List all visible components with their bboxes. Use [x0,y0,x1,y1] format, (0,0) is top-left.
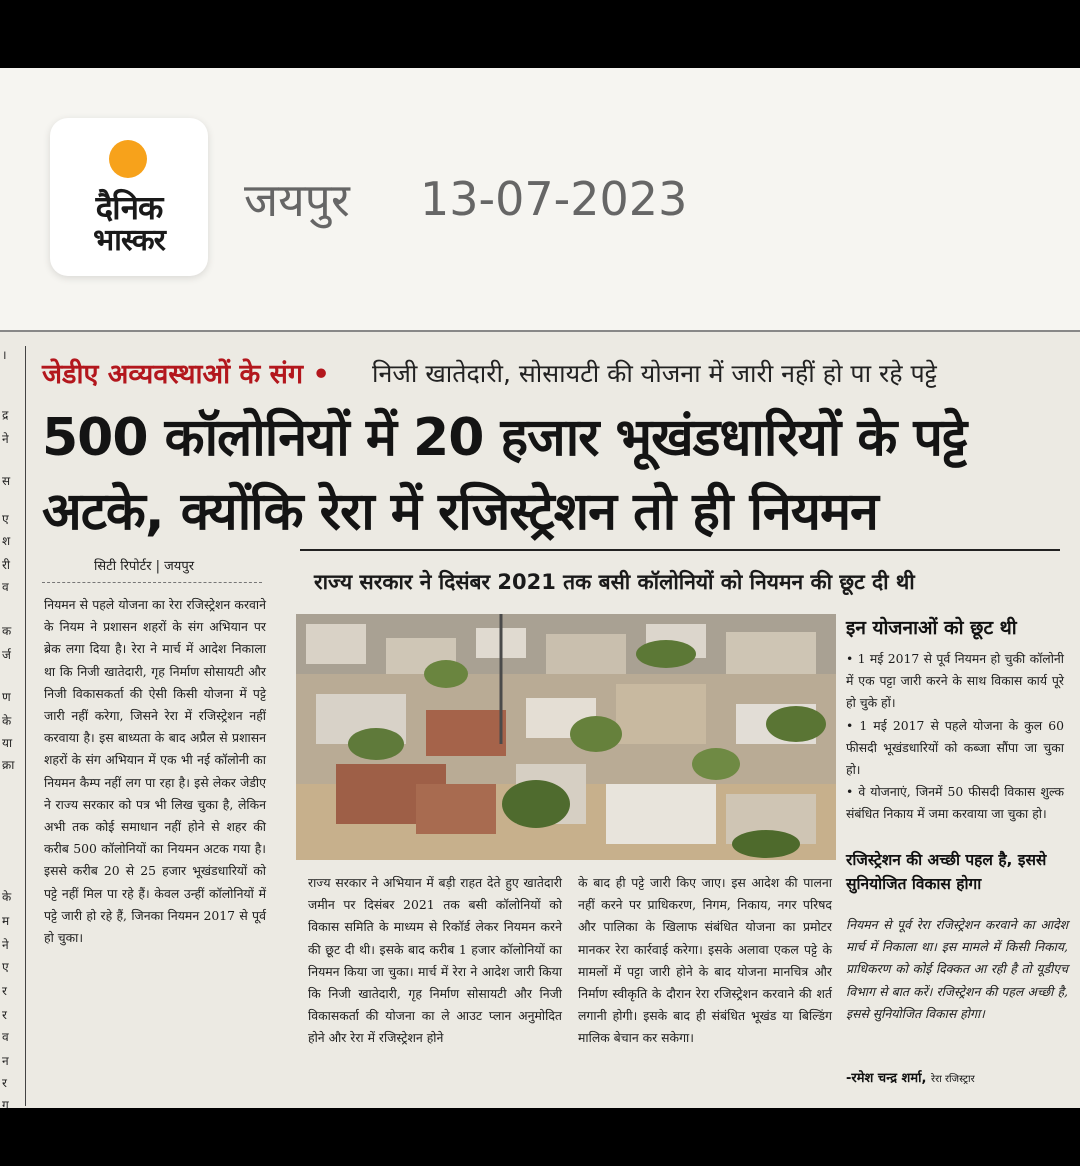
logo-text-line1: दैनिक [95,188,163,227]
middle-column-2-text: के बाद ही पट्टे जारी किए जाए। इस आदेश की पालना नहीं करने पर प्राधिकरण, निगम, निकाय, नगर परिषद और पालिका के खिलाफ संबंधित योजना का प्रमोटर मानकर रेरा कार्रवाई करेगा। इसके अलावा एकल पट्टे के मामलों में पट्टा जारी होने के बाद योजना मानचित्र और निर्माण स्वीकृति के दौरान रेरा रजिस्ट्रेशन करवाने की शर्त लगानी होगी। इसके बाद ही संबंधित भूखंड या बिल्डिंग मालिक बेचान कर सकेगा। [578,875,832,1046]
headline-line-2: अटके, क्योंकि रेरा में रजिस्ट्रेशन तो ही नियमन [42,482,878,542]
colony-aerial-photo [296,614,836,860]
author-title: रेरा रजिस्ट्रार [931,1074,975,1085]
sidebar-author [846,1068,975,1086]
article-kicker-subtitle: निजी खातेदारी, सोसायटी की योजना में जारी नहीं हो पा रहे पट्टे [372,359,937,388]
sidebar-title: इन योजनाओं को छूट थी [846,617,1017,639]
sidebar-list [846,648,1064,826]
photo-subheading: राज्य सरकार ने दिसंबर 2021 तक बसी कॉलोनियों को नियमन की छूट दी थी [314,570,915,594]
article-kicker: जेडीए अव्यवस्थाओं के संग • [42,359,330,390]
adjacent-column-edge: । द्र ने स ए श री व क र्ज ण के या क्रा के म ने ए र र व न र ग [0,346,26,1106]
logo-text-line2: भास्कर [93,223,165,258]
sidebar-item: • वे योजनाएं, जिनमें 50 फीसदी विकास शुल्क संबंधित निकाय में जमा करवाया जा चुका हो। [846,784,1064,822]
middle-column-1-text: राज्य सरकार ने अभियान में बड़ी राहत देते हुए खातेदारी जमीन पर दिसंबर 2021 तक बसी कॉलोनियों को विकास समिति के माध्यम से रिकॉर्ड लेकर नियमन करने की छूट दी थी। इसके बाद करीब 1 हजार कॉलोनियों का नियमन किया जा चुका। मार्च में रेरा ने आदेश जारी किया कि निजी खातेदारी, गृह निर्माण सोसायटी और निजी विकासकर्ता की योजना का ले आउट प्लान अनुमोदित होने और रेरा में रजिस्ट्रेशन होने [308,875,562,1046]
sidebar-quote: नियमन से पूर्व रेरा रजिस्ट्रेशन करवाने का आदेश मार्च में निकाला था। इस मामले में किसी निकाय, प्राधिकरण को कोई दिक्कत आ रही है तो यूडीएच विभाग से बात करें। रजिस्ट्रेशन की पहल अच्छी है, इससे सुनियोजित विकास होगा। [846,917,1068,1021]
bottom-black-bar [0,1108,1080,1166]
date-label: 13-07-2023 [420,172,688,226]
news-clipping [0,68,1080,1108]
headline-rule [300,549,1060,551]
sidebar-item: • 1 मई 2017 से पूर्व नियमन हो चुकी कॉलोनी में एक पट्टा जारी करने के साथ विकास कार्य पूरे हो चुके हों। [846,651,1064,711]
sidebar-quote-heading: रजिस्ट्रेशन की अच्छी पहल है, इससे सुनियोजित विकास होगा [846,851,1047,893]
byline: सिटी रिपोर्टर | जयपुर [94,559,195,574]
top-black-bar [0,0,1080,68]
sun-icon [109,140,147,178]
byline-divider [42,582,262,583]
sidebar-item: • 1 मई 2017 से पहले योजना के कुल 60 फीसदी भूखंडधारियों को कब्जा सौंपा जा चुका हो। [846,717,1064,778]
author-name: -रमेश चन्द्र शर्मा, [846,1071,927,1086]
newspaper-page [0,330,1080,1108]
city-label: जयपुर [244,173,350,227]
headline-line-1: 500 कॉलोनियों में 20 हजार भूखंडधारियों के पट्टे [42,408,967,468]
left-column-text: नियमन से पहले योजना का रेरा रजिस्ट्रेशन करवाने के नियम ने प्रशासन शहरों के संग अभियान पर ब्रेक लगा दिया है। रेरा ने मार्च में आदेश निकाला था कि निजी खातेदारी, गृह निर्माण सोसायटी और निजी विकासकर्ता की ऐसी किसी योजना में पट्टे जारी नहीं करेगा, जिसने रेरा में रजिस्ट्रेशन नहीं करवाया है। इस बाध्यता के बाद अप्रैल से प्रशासन शहरों के संग अभियान में एक भी नई कॉलोनी का नियमन कैम्प नहीं लग पा रहा है। इसे लेकर जेडीए ने राज्य सरकार को पत्र भी लिख चुका है, लेकिन अभी तक कोई समाधान नहीं होने से शहर की करीब 500 कॉलोनियों का नियमन अटक गया है। इससे करीब 20 से 25 हजार भूखंडधारियों को पट्टे नहीं मिल पा रहे हैं। केवल उन्हीं कॉलोनियों में पट्टे जारी हो रहे हैं, जिनका नियमन 2017 से पूर्व हो चुका। [44,597,266,946]
dainik-bhaskar-logo [50,118,208,276]
